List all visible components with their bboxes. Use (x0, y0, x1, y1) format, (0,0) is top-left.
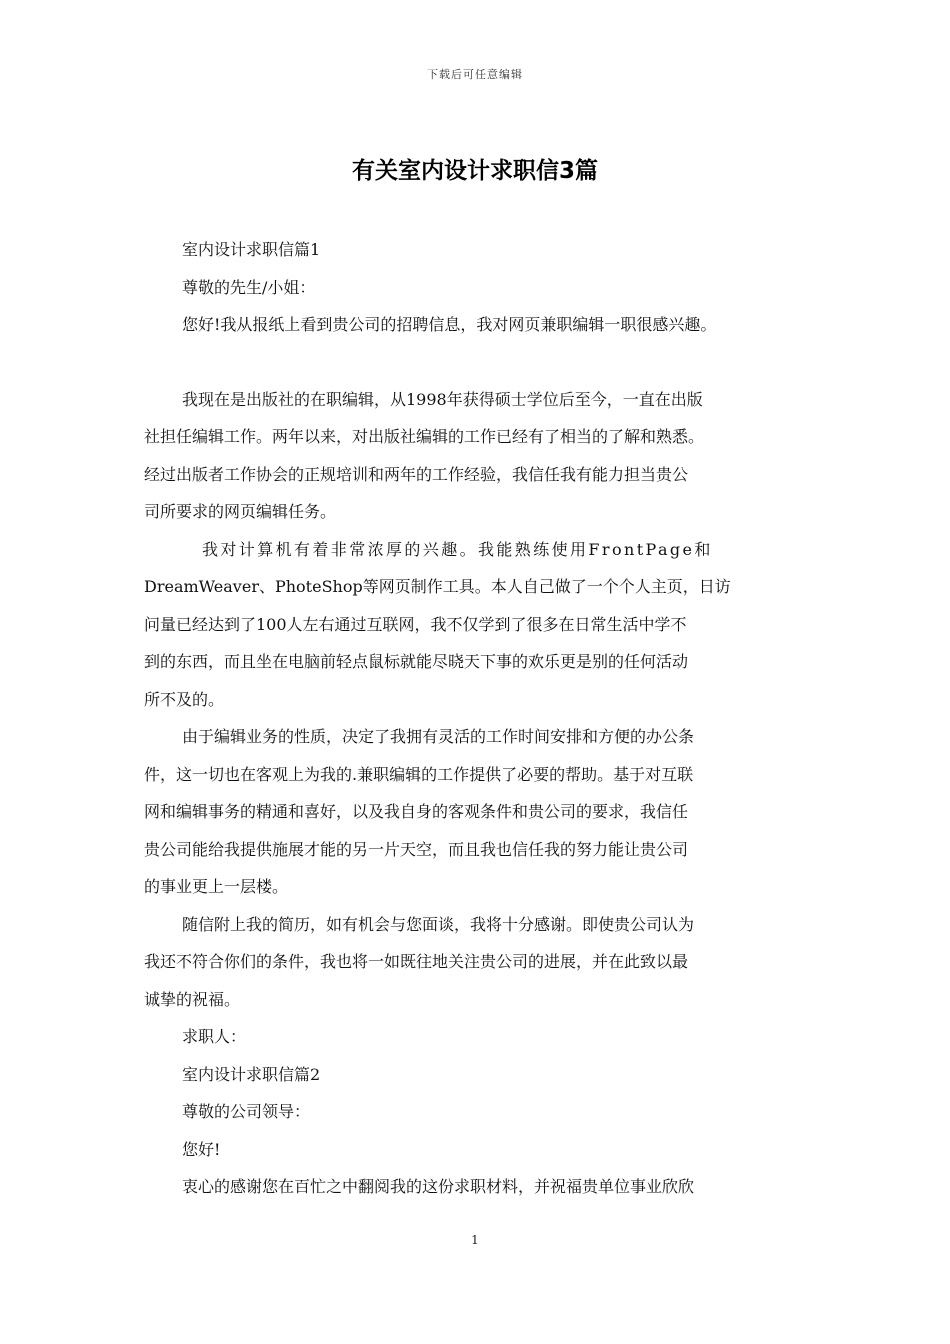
signature-label: 求职人： (182, 1027, 247, 1046)
salutation-1: 尊敬的先生/小姐： (182, 277, 316, 297)
paragraph-line: 到的东西，而且坐在电脑前轻点鼠标就能尽晓天下事的欢乐更是别的任何活动 (144, 652, 689, 671)
paragraph-line: 您好!我从报纸上看到贵公司的招聘信息，我对网页兼职编辑一职很感兴趣。 (182, 315, 717, 334)
paragraph-line: 我对计算机有着非常浓厚的兴趣。我能熟练使用FrontPage和 (202, 539, 713, 559)
paragraph-line: 由于编辑业务的性质，决定了我拥有灵活的工作时间安排和方便的办公条 (182, 727, 695, 746)
paragraph-line: 司所要求的网页编辑任务。 (144, 502, 337, 521)
paragraph-line: 所不及的。 (144, 689, 225, 709)
paragraph-line: DreamWeaver、PhoteShop等网页制作工具。本人自己做了一个个人主页，日访 (144, 577, 731, 596)
paragraph-line: 诚挚的祝福。 (144, 989, 241, 1009)
paragraph-line: 件，这一切也在客观上为我的.兼职编辑的工作提供了必要的帮助。基于对互联 (144, 764, 694, 784)
paragraph-line: 随信附上我的简历，如有机会与您面谈，我将十分感谢。即使贵公司认为 (182, 914, 695, 934)
paragraph-line: 网和编辑事务的精通和喜好，以及我自身的客观条件和贵公司的要求，我信任 (144, 802, 689, 821)
paragraph-line: 经过出版者工作协会的正规培训和两年的工作经验，我信任我有能力担当贵公 (144, 464, 689, 484)
paragraph-line: 我还不符合你们的条件，我也将一如既往地关注贵公司的进展，并在此致以最 (144, 952, 689, 971)
document-title: 有关室内设计求职信3篇 (351, 158, 598, 184)
document-body (144, 231, 808, 1206)
blank-line (144, 344, 808, 381)
paragraph-line: 贵公司能给我提供施展才能的另一片天空，而且我也信任我的努力能让贵公司 (144, 839, 689, 859)
paragraph-line: 社担任编辑工作。两年以来，对出版社编辑的工作已经有了相当的了解和熟悉。 (144, 427, 705, 446)
page-header: 下载后可任意编辑 (427, 68, 523, 81)
paragraph-line: 的事业更上一层楼。 (144, 877, 289, 896)
paragraph-line: 我现在是出版社的在职编辑，从1998年获得硕士学位后至今，一直在出版 (182, 389, 703, 409)
paragraph-line: 问量已经达到了100人左右通过互联网，我不仅学到了很多在日常生活中学不 (144, 614, 687, 634)
page-number: 1 (471, 1233, 479, 1247)
paragraph-line: 衷心的感谢您在百忙之中翻阅我的这份求职材料，并祝福贵单位事业欣欣 (182, 1177, 695, 1196)
greeting: 您好! (182, 1139, 221, 1159)
section-heading-2: 室内设计求职信篇2 (182, 1064, 321, 1084)
salutation-2: 尊敬的公司领导： (182, 1102, 311, 1121)
section-heading-1: 室内设计求职信篇1 (182, 240, 321, 259)
